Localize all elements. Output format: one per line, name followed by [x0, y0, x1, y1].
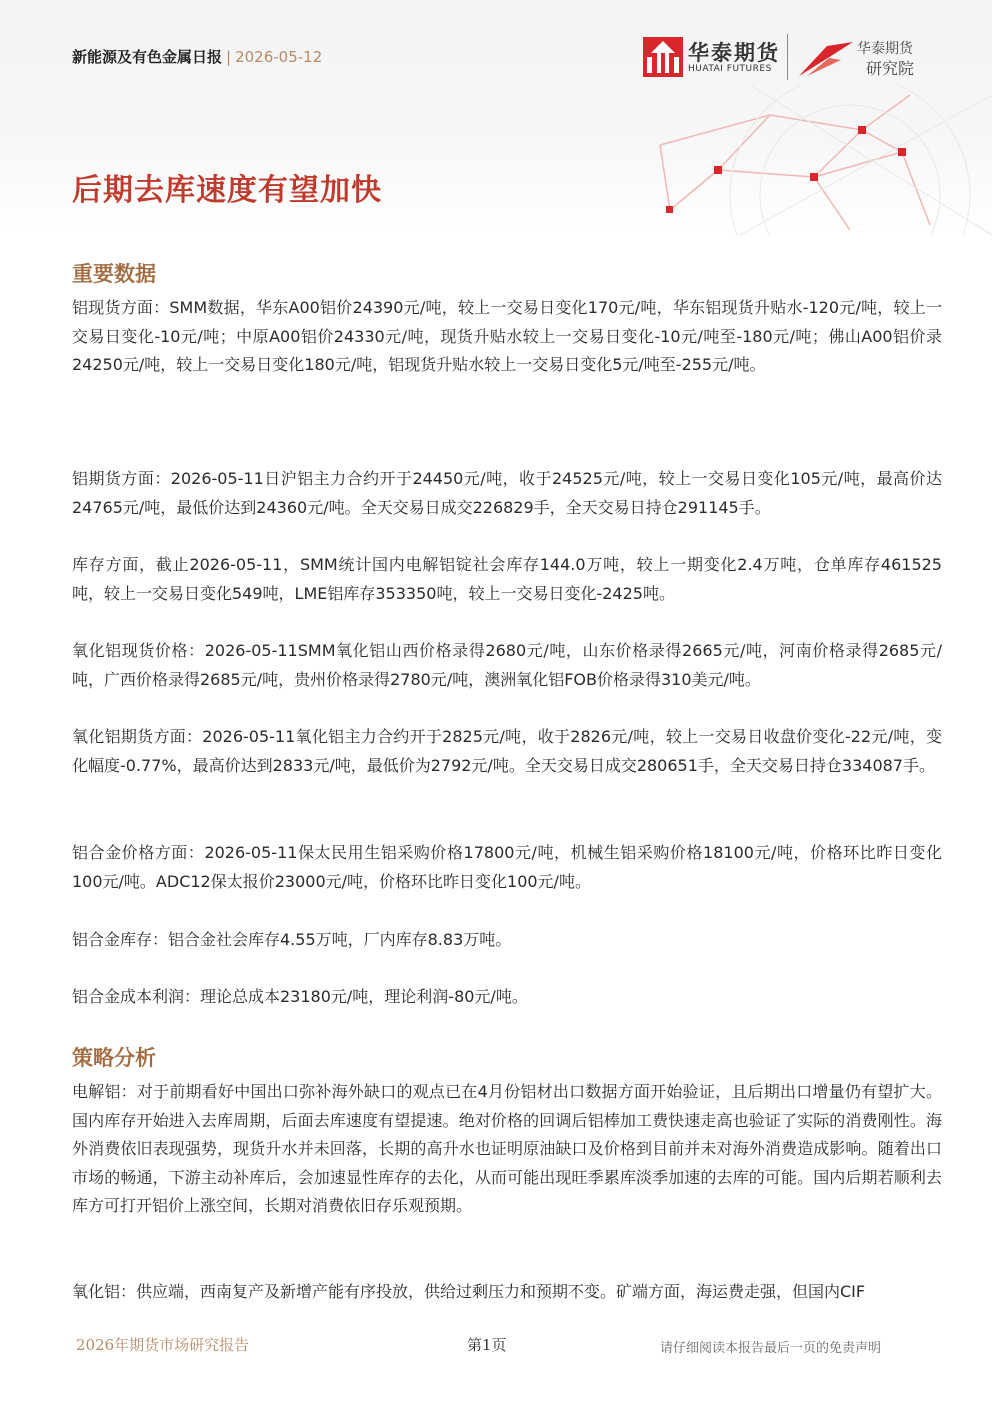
paragraph-alloy-profit: 铝合金成本利润：理论总成本23180元/吨，理论利润-80元/吨。	[72, 987, 528, 1006]
page-title: 后期去库速度有望加快	[72, 173, 382, 208]
report-name: 新能源及有色金属日报	[72, 48, 223, 66]
section-title-strategy: 策略分析	[72, 1046, 156, 1070]
paragraph-alumina-futures: 氧化铝期货方面：2026-05-11氧化铝主力合约开于2825元/吨，收于2826元/吨，较上一交易日收盘价变化-22元/吨，变化幅度-0.77%，最高价达到2833元/吨，最低价为2792元/吨。全天交易日成交280651手，全天交易日持仓334087手。	[72, 727, 942, 775]
report-date: 2026-05-12	[235, 48, 323, 66]
report-header	[72, 46, 322, 67]
network-decoration	[600, 85, 992, 235]
huatai-logo-icon	[643, 37, 683, 77]
paragraph-alumina-spot: 氧化铝现货价格：2026-05-11SMM氧化铝山西价格录得2680元/吨，山东价格录得2665元/吨，河南价格录得2685元/吨，广西价格录得2685元/吨，贵州价格录得2780元/吨，澳洲氧化铝FOB价格录得310美元/吨。	[72, 641, 942, 689]
paragraph-alloy-price: 铝合金价格方面：2026-05-11保太民用生铝采购价格17800元/吨，机械生铝采购价格18100元/吨，价格环比昨日变化100元/吨。ADC12保太报价23000元/吨，价格环比昨日变化100元/吨。	[72, 843, 942, 891]
section-title-key-data: 重要数据	[72, 262, 156, 286]
paragraph-inventory: 库存方面，截止2026-05-11，SMM统计国内电解铝锭社会库存144.0万吨，较上一期变化2.4万吨，仓单库存461525吨，较上一交易日变化549吨，LME铝库存353350吨，较上一交易日变化-2425吨。	[72, 555, 942, 603]
paragraph-aluminum-futures: 铝期货方面：2026-05-11日沪铝主力合约开于24450元/吨，收于24525元/吨，较上一交易日变化105元/吨，最高价达24765元/吨，最低价达到24360元/吨。全天交易日成交226829手，全天交易日持仓291145手。	[72, 469, 942, 517]
footer-disclaimer: 请仔细阅读本报告最后一页的免责声明	[660, 1341, 882, 1356]
footer-report-name: 2026年期货市场研究报告	[76, 1336, 250, 1354]
footer-page-number: 第1页	[467, 1336, 507, 1354]
institute-logo-icon	[797, 38, 855, 78]
paragraph-strategy-alumina: 氧化铝：供应端，西南复产及新增产能有序投放，供给过剩压力和预期不变。矿端方面，海运费走强，但国内CIF	[72, 1282, 866, 1301]
brand-name-en: HUATAI FUTURES	[688, 64, 772, 74]
brand-name: 华泰期货	[688, 41, 780, 65]
logo-divider	[787, 34, 788, 80]
paragraph-aluminum-spot: 铝现货方面：SMM数据，华东A00铝价24390元/吨，较上一交易日变化170元/吨，华东铝现货升贴水-120元/吨，较上一交易日变化-10元/吨；中原A00铝价24330元/吨，现货升贴水较上一交易日变化-10元/吨至-180元/吨；佛山A00铝价录24250元/吨，较上一交易日变化180元/吨，铝现货升贴水较上一交易日变化5元/吨至-255元/吨。	[72, 298, 942, 374]
header-separator: |	[226, 48, 232, 66]
paragraph-strategy-aluminum: 电解铝：对于前期看好中国出口弥补海外缺口的观点已在4月份铝材出口数据方面开始验证，且后期出口增量仍有望扩大。国内库存开始进入去库周期，后面去库速度有望提速。绝对价格的回调后铝棒加工费快速走高也验证了实际的消费刚性。海外消费依旧表现强势，现货升水并未回落，长期的高升水也证明原油缺口及价格到目前并未对海外消费造成影响。随着出口市场的畅通，下游主动补库后，会加速显性库存的去化，从而可能出现旺季累库淡季加速的去库的可能。国内后期若顺利去库方可打开铝价上涨空间，长期对消费依旧存乐观预期。	[72, 1082, 942, 1215]
institute-name-line1: 华泰期货	[857, 41, 913, 57]
institute-name-line2: 研究院	[866, 59, 915, 78]
paragraph-alloy-inventory: 铝合金库存：铝合金社会库存4.55万吨，厂内库存8.83万吨。	[72, 930, 512, 949]
